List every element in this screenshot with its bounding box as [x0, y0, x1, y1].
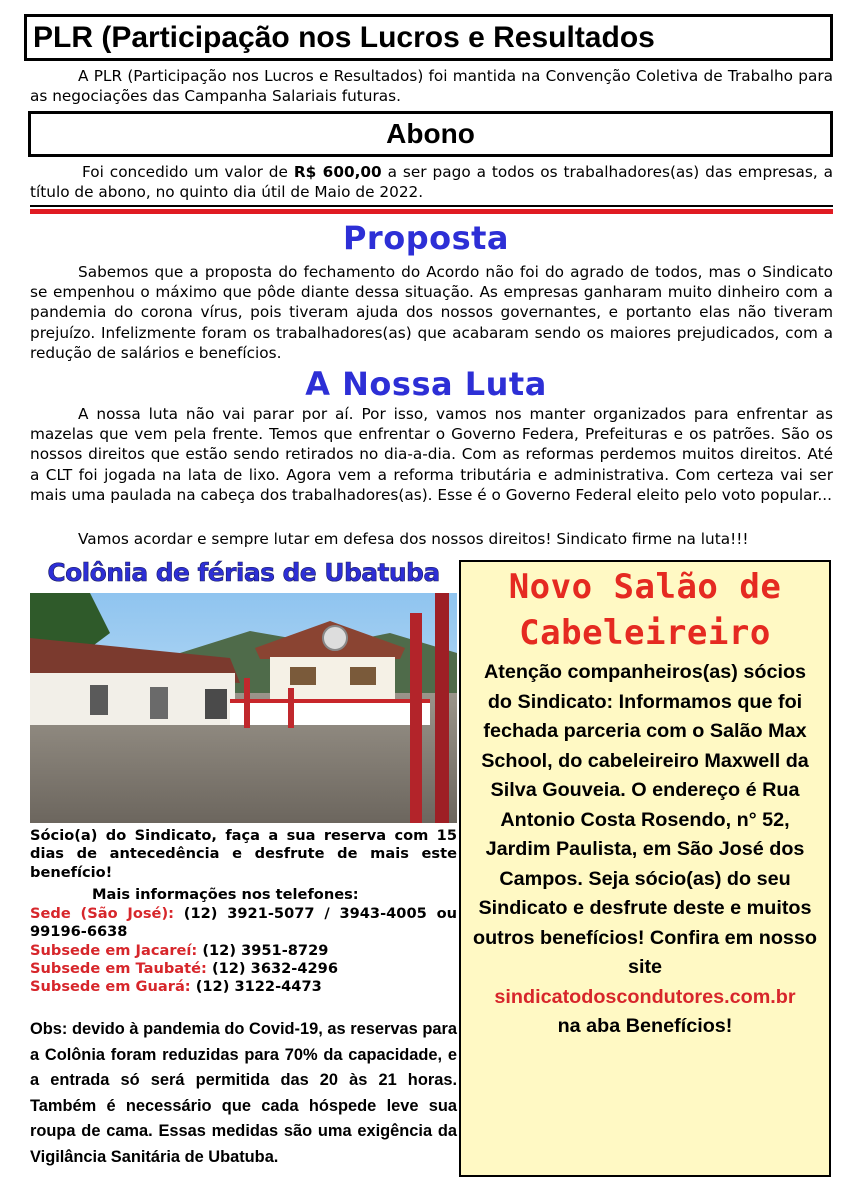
salon-body: Atenção companheiros(as) sócios do Sindicato: Informamos que foi fechada parceria com o Salão Max School, do cabeleireiro Maxwell da Silva Gouveia. O endereço é Rua Antonio Costa Rosendo, n° 52, Jardim Paulista, em São José dos Campos. Seja sócio(as) do seu Sindicato e desfrute deste e muitos outros benefícios! Confira em nosso site: [472, 661, 818, 978]
salon-site: sindicatodoscondutores.com.br: [494, 985, 796, 1008]
phone-taubate-label: Subsede em Taubaté:: [30, 959, 207, 977]
abono-title-box: [28, 111, 833, 157]
colonia-photo: [30, 593, 457, 823]
phone-sede-label: Sede (São José):: [30, 905, 174, 922]
phone-guara: [30, 978, 457, 996]
phone-jacarei: [30, 942, 457, 960]
abono-text-after: a ser pago a todos os trabalhadores(as) das empresas, a título de abono, no quinto dia útil de Maio de 2022.: [30, 163, 833, 202]
phone-sede-number: (12) 3921-5077 / 3943-4005 ou 99196-6638: [30, 905, 457, 941]
salon-footer: na aba Benefícios!: [557, 1015, 733, 1037]
salon-title-line2: Cabeleireiro: [519, 613, 771, 653]
divider-black: [30, 205, 833, 207]
plr-text: A PLR (Participação nos Lucros e Resultados) foi mantida na Convenção Coletiva de Trabalho para as negociações das Campanha Salariais futuras.: [30, 67, 833, 106]
colonia-obs: Obs: devido à pandemia do Covid-19, as reservas para a Colônia foram reduzidas para 70% da capacidade, e a entrada só será permitida das 20 às 21 horas. Também é necessário que cada hóspede leve sua roupa de cama. Essas medidas são uma exigência da Vigilância Sanitária de Ubatuba.: [30, 1020, 457, 1166]
abono-text: [30, 162, 833, 202]
colonia-reserva: Sócio(a) do Sindicato, faça a sua reserva com 15 dias de antecedência e desfrute de mais este benefício!: [30, 827, 457, 881]
phone-list: [30, 905, 457, 996]
luta-text: A nossa luta não vai parar por aí. Por isso, vamos nos manter organizados para enfrentar as mazelas que vem pela frente. Temos que enfrentar o Governo Federa, Prefeituras e os patrões. São os nossos direitos que estão sendo retirados no dia-a-dia. Com as reformas perdemos muitos direitos. Até a CLT foi jogada na lata de lixo. Agora vem a reforma tributária e administrativa. Com certeza vai ser mais uma paulada na cabeça dos trabalhadores(as). Esse é o Governo Federal eleito pelo voto popular...: [30, 405, 833, 504]
proposta-title: Proposta: [342, 219, 510, 257]
luta-closing: Vamos acordar e sempre lutar em defesa dos nossos direitos! Sindicato firme na luta!!!: [78, 530, 749, 548]
phone-taubate-number: (12) 3632-4296: [211, 959, 338, 977]
abono-amount: R$ 600,00: [293, 163, 382, 181]
salon-title-line1: Novo Salão de: [508, 567, 782, 607]
phone-guara-number: (12) 3122-4473: [195, 978, 322, 996]
proposta-text: Sabemos que a proposta do fechamento do Acordo não foi do agrado de todos, mas o Sindicato se empenhou o máximo que pôde diante dessa situação. As empresas ganharam muito dinheiro com a pandemia do corona vírus, pois tiveram ajuda dos nossos governantes, e portanto elas não tiveram prejuízo. Infelizmente foram os trabalhadores(as) que acabaram sendo os maiores prejudicados, com a redução de salários e benefícios.: [30, 263, 833, 362]
abono-text-before: Foi concedido um valor de: [82, 163, 294, 181]
colonia-title: Colônia de férias de Ubatuba: [47, 558, 440, 587]
plr-title-box: [24, 14, 833, 61]
colonia-info-label: Mais informações nos telefones:: [92, 886, 359, 903]
salon-box: [459, 560, 831, 1177]
divider-red: [30, 209, 833, 214]
phone-sede: [30, 905, 457, 942]
luta-title: A Nossa Luta: [305, 365, 547, 403]
plr-title: PLR (Participação nos Lucros e Resultados: [33, 21, 655, 54]
phone-guara-label: Subsede em Guará:: [30, 978, 191, 996]
phone-jacarei-number: (12) 3951-8729: [202, 941, 329, 959]
phone-jacarei-label: Subsede em Jacareí:: [30, 941, 198, 959]
colonia-photo-illustration: [30, 593, 457, 823]
abono-title: Abono: [386, 118, 475, 149]
phone-taubate: [30, 960, 457, 978]
